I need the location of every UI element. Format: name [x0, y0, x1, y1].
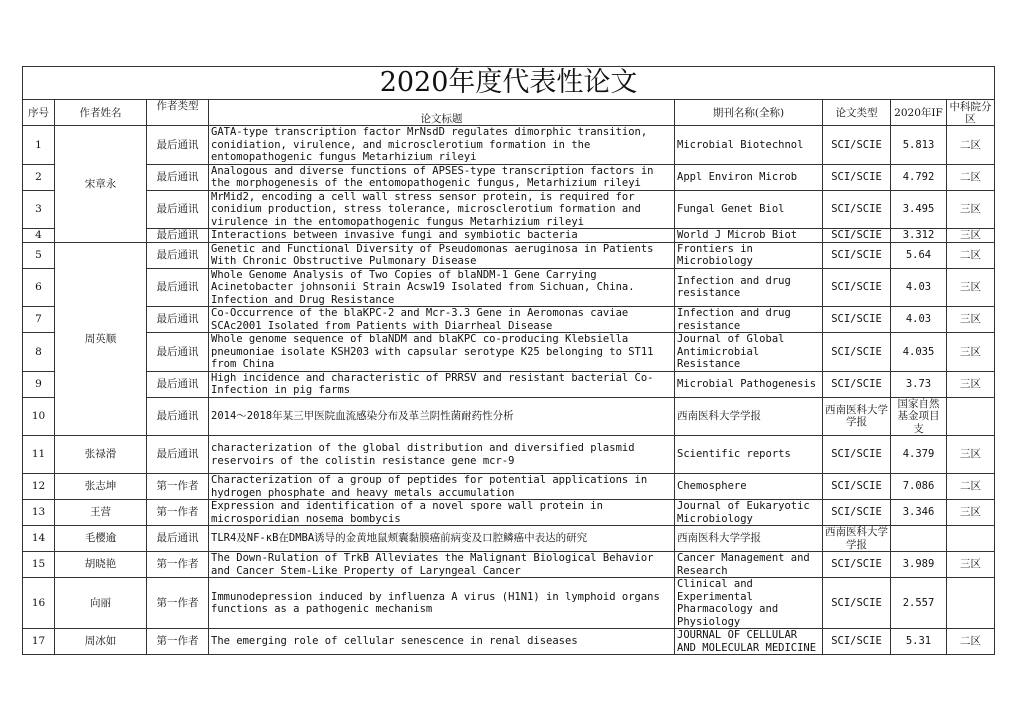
cell-cas: 三区: [947, 371, 995, 397]
cell-author-type: 最后通讯: [147, 190, 209, 229]
table-row: [23, 474, 995, 500]
table-row: [23, 229, 995, 243]
cell-journal: Journal of Global Antimicrobial Resistance: [675, 333, 823, 372]
cell-if: 4.035: [891, 333, 947, 372]
cell-cas: 三区: [947, 268, 995, 307]
cell-author-type: 最后通讯: [147, 164, 209, 190]
table-row: [23, 307, 995, 333]
papers-table: [22, 66, 995, 655]
table-row: [23, 333, 995, 372]
cell-if: 5.813: [891, 126, 947, 165]
table-row: [23, 500, 995, 526]
cell-paper-type: SCI/SCIE: [823, 474, 891, 500]
cell-seq: 13: [23, 500, 55, 526]
table-row: [23, 268, 995, 307]
table-row: [23, 436, 995, 474]
cell-if: 3.989: [891, 552, 947, 578]
cell-paper-type: SCI/SCIE: [823, 126, 891, 165]
header-author: 作者姓名: [55, 100, 147, 126]
cell-paper-type: SCI/SCIE: [823, 500, 891, 526]
cell-author: 胡晓艳: [55, 552, 147, 578]
cell-seq: 16: [23, 578, 55, 629]
cell-paper-title: Expression and identification of a novel spore wall protein in microsporidian nosema bombycis: [209, 500, 675, 526]
cell-journal: Journal of Eukaryotic Microbiology: [675, 500, 823, 526]
cell-cas: 二区: [947, 164, 995, 190]
table-row: [23, 552, 995, 578]
table-row: [23, 190, 995, 229]
cell-paper-title: High incidence and characteristic of PRRSV and resistant bacterial Co-Infection in pig farms: [209, 371, 675, 397]
cell-journal: Microbial Biotechnol: [675, 126, 823, 165]
cell-if: 4.03: [891, 307, 947, 333]
cell-paper-title: GATA-type transcription factor MrNsdD regulates dimorphic transition, conidiation, virulence, and microsclerotium formation in the entomopathogenic fungus Metarhizium rileyi: [209, 126, 675, 165]
table-row: [23, 126, 995, 165]
cell-paper-type: SCI/SCIE: [823, 242, 891, 268]
cell-if: 国家自然基金项目支: [891, 397, 947, 436]
cell-journal: Frontiers in Microbiology: [675, 242, 823, 268]
cell-author-type: 最后通讯: [147, 268, 209, 307]
cell-paper-title: Interactions between invasive fungi and symbiotic bacteria: [209, 229, 675, 243]
cell-seq: 6: [23, 268, 55, 307]
cell-seq: 1: [23, 126, 55, 165]
cell-journal: Microbial Pathogenesis: [675, 371, 823, 397]
cell-author-type: 第一作者: [147, 474, 209, 500]
cell-cas: 三区: [947, 333, 995, 372]
cell-cas: 二区: [947, 242, 995, 268]
cell-seq: 9: [23, 371, 55, 397]
header-paper-type: 论文类型: [823, 100, 891, 126]
cell-paper-title: Whole genome sequence of blaNDM and blaKPC co-producing Klebsiella pneumoniae isolate KSH203 with capsular serotype K25 belonging to ST11 from China: [209, 333, 675, 372]
cell-journal: Scientific reports: [675, 436, 823, 474]
cell-journal: Chemosphere: [675, 474, 823, 500]
cell-cas: 二区: [947, 126, 995, 165]
cell-author: 周冰如: [55, 629, 147, 655]
cell-paper-title: Analogous and diverse functions of APSES-type transcription factors in the morphogenesis of the entomopathogenic fungus, Metarhizium rileyi: [209, 164, 675, 190]
cell-paper-title: characterization of the global distribution and diversified plasmid reservoirs of the colistin resistance gene mcr-9: [209, 436, 675, 474]
cell-seq: 12: [23, 474, 55, 500]
table-row: [23, 578, 995, 629]
table-row: [23, 371, 995, 397]
cell-cas: 二区: [947, 629, 995, 655]
cell-author-type: 最后通讯: [147, 242, 209, 268]
cell-if: 4.03: [891, 268, 947, 307]
cell-paper-type: 西南医科大学学报: [823, 526, 891, 552]
cell-paper-title: The emerging role of cellular senescence in renal diseases: [209, 629, 675, 655]
cell-if: 3.495: [891, 190, 947, 229]
table-row: [23, 526, 995, 552]
cell-paper-title: Immunodepression induced by influenza A virus (H1N1) in lymphoid organs functions as a pathogenic mechanism: [209, 578, 675, 629]
cell-seq: 10: [23, 397, 55, 436]
cell-author-type: 最后通讯: [147, 371, 209, 397]
cell-author-type: 第一作者: [147, 629, 209, 655]
cell-paper-title: Genetic and Functional Diversity of Pseudomonas aeruginosa in Patients With Chronic Obstructive Pulmonary Disease: [209, 242, 675, 268]
cell-cas: 三区: [947, 190, 995, 229]
cell-author-type: 最后通讯: [147, 307, 209, 333]
cell-paper-title: Characterization of a group of peptides for potential applications in hydrogen phosphate and heavy metals accumulation: [209, 474, 675, 500]
cell-seq: 14: [23, 526, 55, 552]
cell-paper-title: Co-Occurrence of the blaKPC-2 and Mcr-3.3 Gene in Aeromonas caviae SCAc2001 Isolated from Patients with Diarrheal Disease: [209, 307, 675, 333]
cell-paper-title: The Down-Rulation of TrkB Alleviates the Malignant Biological Behavior and Cancer Stem-Like Property of Laryngeal Cancer: [209, 552, 675, 578]
cell-seq: 8: [23, 333, 55, 372]
cell-cas: [947, 397, 995, 436]
cell-if: 3.312: [891, 229, 947, 243]
header-if: 2020年IF: [891, 100, 947, 126]
cell-paper-type: SCI/SCIE: [823, 629, 891, 655]
cell-paper-type: SCI/SCIE: [823, 164, 891, 190]
cell-seq: 2: [23, 164, 55, 190]
cell-seq: 15: [23, 552, 55, 578]
cell-paper-type: SCI/SCIE: [823, 333, 891, 372]
table-row: [23, 397, 995, 436]
title-row: [23, 67, 995, 100]
cell-paper-title: TLR4及NF-κB在DMBA诱导的金黄地鼠颊囊黏膜癌前病变及口腔鳞癌中表达的研究: [209, 526, 675, 552]
cell-if: 3.346: [891, 500, 947, 526]
cell-author: 张志坤: [55, 474, 147, 500]
cell-cas: [947, 578, 995, 629]
cell-paper-type: SCI/SCIE: [823, 552, 891, 578]
cell-journal: Cancer Management and Research: [675, 552, 823, 578]
cell-seq: 7: [23, 307, 55, 333]
cell-seq: 5: [23, 242, 55, 268]
table-body: [23, 126, 995, 655]
cell-paper-type: SCI/SCIE: [823, 371, 891, 397]
cell-seq: 4: [23, 229, 55, 243]
cell-author-type: 最后通讯: [147, 397, 209, 436]
cell-journal: 西南医科大学学报: [675, 397, 823, 436]
cell-cas: 三区: [947, 229, 995, 243]
cell-if: 5.31: [891, 629, 947, 655]
cell-author: 张禄滑: [55, 436, 147, 474]
cell-cas: 三区: [947, 436, 995, 474]
cell-if: 2.557: [891, 578, 947, 629]
cell-if: 4.792: [891, 164, 947, 190]
table-row: [23, 164, 995, 190]
table-row: [23, 242, 995, 268]
cell-author-type: 最后通讯: [147, 436, 209, 474]
header-author-type: 作者类型: [147, 100, 209, 126]
cell-seq: 3: [23, 190, 55, 229]
cell-cas: [947, 526, 995, 552]
cell-cas: 三区: [947, 500, 995, 526]
cell-journal: Clinical and Experimental Pharmacology and Physiology: [675, 578, 823, 629]
cell-author-type: 最后通讯: [147, 333, 209, 372]
cell-paper-title: 2014～2018年某三甲医院血流感染分布及革兰阴性菌耐药性分析: [209, 397, 675, 436]
cell-journal: JOURNAL OF CELLULAR AND MOLECULAR MEDICINE: [675, 629, 823, 655]
cell-journal: Fungal Genet Biol: [675, 190, 823, 229]
header-paper-title: 论文标题: [209, 100, 675, 126]
cell-paper-type: SCI/SCIE: [823, 268, 891, 307]
cell-seq: 17: [23, 629, 55, 655]
cell-author-type: 第一作者: [147, 578, 209, 629]
cell-cas: 二区: [947, 474, 995, 500]
cell-author-type: 最后通讯: [147, 526, 209, 552]
cell-paper-type: SCI/SCIE: [823, 190, 891, 229]
cell-if: 7.086: [891, 474, 947, 500]
cell-paper-type: SCI/SCIE: [823, 229, 891, 243]
cell-journal: 西南医科大学学报: [675, 526, 823, 552]
header-cas: 中科院分区: [947, 100, 995, 126]
cell-paper-type: SCI/SCIE: [823, 436, 891, 474]
cell-author-type: 最后通讯: [147, 229, 209, 243]
cell-author: 毛樱逾: [55, 526, 147, 552]
cell-paper-type: SCI/SCIE: [823, 307, 891, 333]
cell-author: 宋章永: [55, 126, 147, 243]
cell-paper-title: Whole Genome Analysis of Two Copies of blaNDM-1 Gene Carrying Acinetobacter johnsonii Strain Acsw19 Isolated from Sichuan, China. Infection and Drug Resistance: [209, 268, 675, 307]
cell-if: 5.64: [891, 242, 947, 268]
cell-if: 3.73: [891, 371, 947, 397]
cell-cas: 三区: [947, 552, 995, 578]
cell-author-type: 第一作者: [147, 500, 209, 526]
header-seq: 序号: [23, 100, 55, 126]
cell-journal: Appl Environ Microb: [675, 164, 823, 190]
cell-journal: Infection and drug resistance: [675, 307, 823, 333]
table-row: [23, 629, 995, 655]
cell-cas: 三区: [947, 307, 995, 333]
header-journal: 期刊名称(全称): [675, 100, 823, 126]
page-title: 2020年度代表性论文: [23, 67, 995, 100]
cell-journal: Infection and drug resistance: [675, 268, 823, 307]
cell-author-type: 最后通讯: [147, 126, 209, 165]
cell-if: 4.379: [891, 436, 947, 474]
cell-author-type: 第一作者: [147, 552, 209, 578]
cell-seq: 11: [23, 436, 55, 474]
cell-author: 王营: [55, 500, 147, 526]
cell-paper-type: SCI/SCIE: [823, 578, 891, 629]
cell-author: 向丽: [55, 578, 147, 629]
cell-paper-title: MrMid2, encoding a cell wall stress sensor protein, is required for conidium production, stress tolerance, microsclerotium formation and virulence in the entomopathogenic fungus Metarhizium rileyi: [209, 190, 675, 229]
cell-author: 周英顺: [55, 242, 147, 436]
cell-paper-type: 西南医科大学学报: [823, 397, 891, 436]
cell-journal: World J Microb Biot: [675, 229, 823, 243]
header-row: [23, 100, 995, 126]
cell-if: [891, 526, 947, 552]
